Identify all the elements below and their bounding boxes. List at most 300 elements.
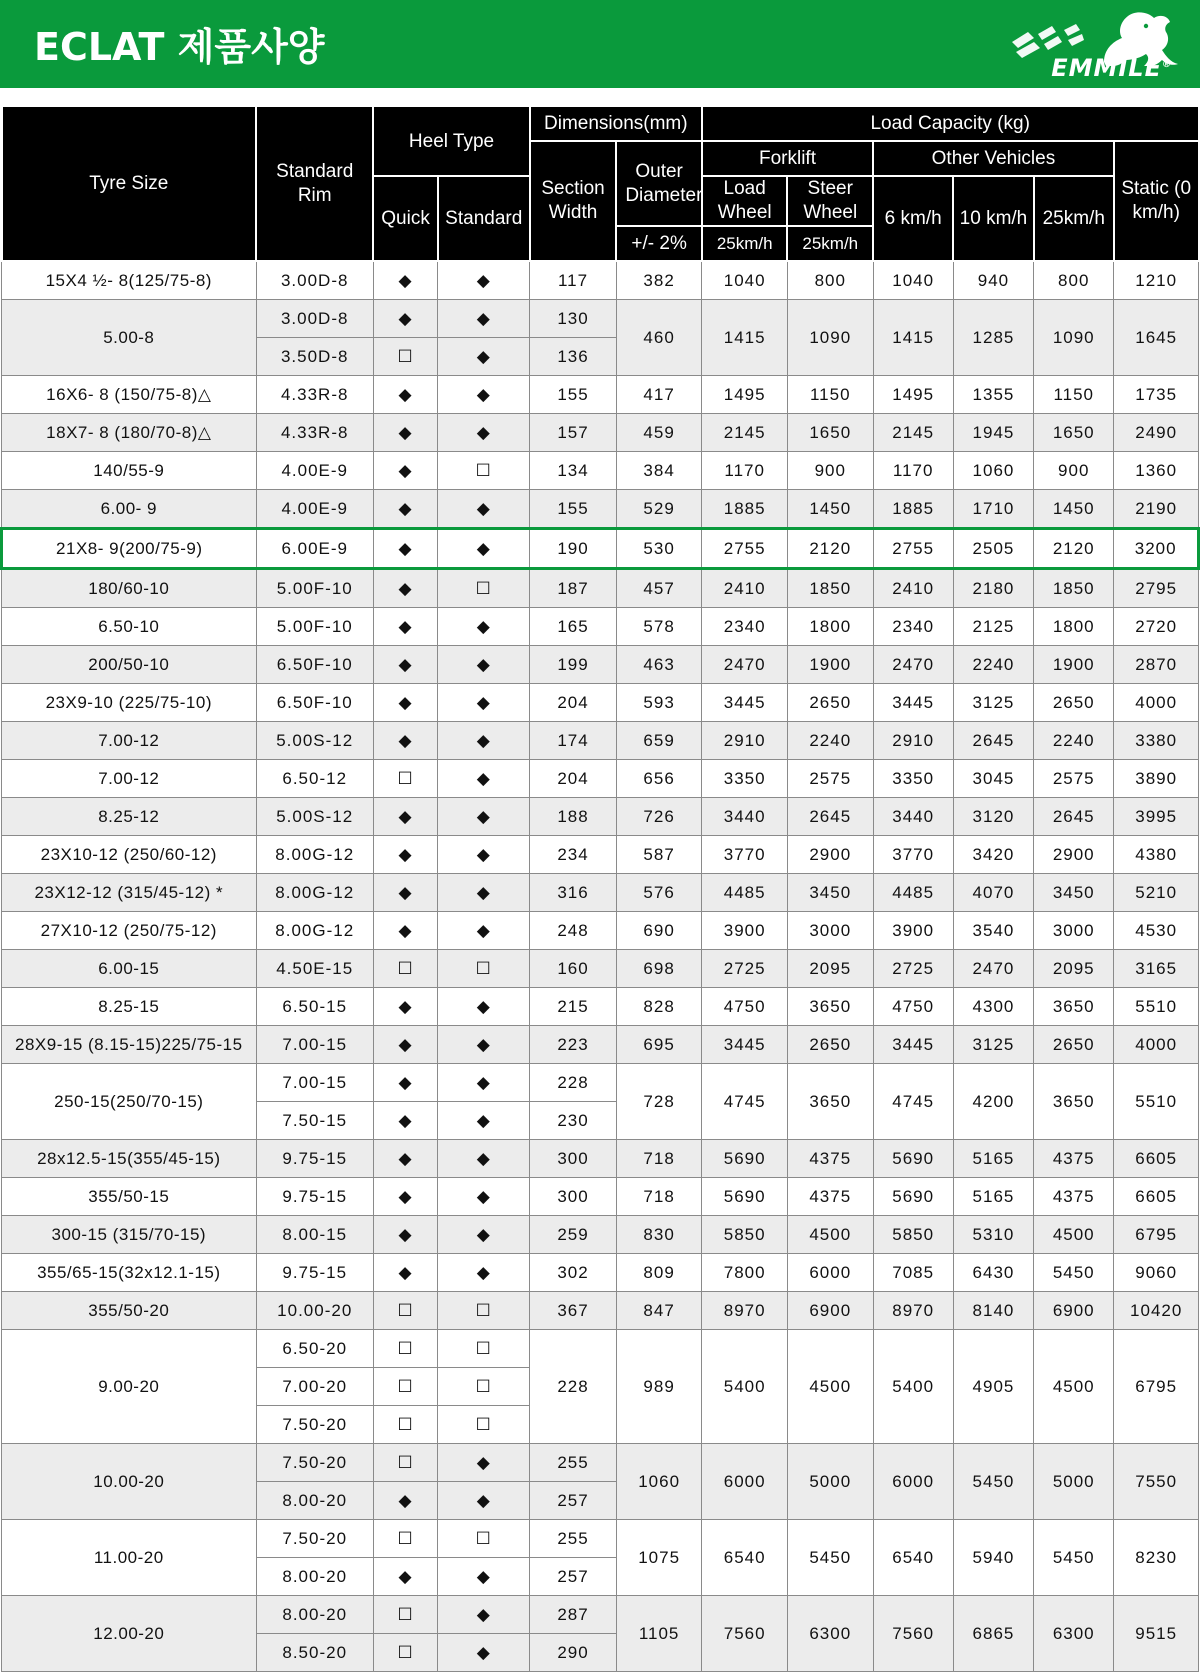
rim-cell: 10.00-20 xyxy=(256,1292,373,1330)
quick-filled-icon: ◆ xyxy=(373,1178,437,1216)
load-wheel-cell: 3440 xyxy=(702,798,788,836)
10kmh-cell: 1945 xyxy=(953,414,1033,452)
table-row xyxy=(2,836,1199,874)
header-standard: Standard xyxy=(438,176,530,261)
standard-filled-icon: ◆ xyxy=(438,1178,530,1216)
section-width-cell: 234 xyxy=(530,836,617,874)
table-row xyxy=(2,300,1199,338)
10kmh-cell: 4905 xyxy=(953,1330,1033,1444)
quick-open-icon: ☐ xyxy=(373,760,437,798)
steer-wheel-cell: 2120 xyxy=(787,529,873,569)
6kmh-cell: 3445 xyxy=(873,684,953,722)
static-cell: 10420 xyxy=(1114,1292,1199,1330)
10kmh-cell: 2505 xyxy=(953,529,1033,569)
table-row xyxy=(2,1330,1199,1368)
6kmh-cell: 5690 xyxy=(873,1140,953,1178)
standard-filled-icon: ◆ xyxy=(438,646,530,684)
outer-diameter-cell: 463 xyxy=(616,646,702,684)
static-cell: 5210 xyxy=(1114,874,1199,912)
10kmh-cell: 1710 xyxy=(953,490,1033,529)
tyre-size-cell: 10.00-20 xyxy=(2,1444,257,1520)
load-wheel-cell: 7560 xyxy=(702,1596,788,1672)
quick-filled-icon: ◆ xyxy=(373,684,437,722)
table-row xyxy=(2,950,1199,988)
static-cell: 2490 xyxy=(1114,414,1199,452)
header-standard-rim: Standard Rim xyxy=(256,106,373,261)
section-width-cell: 302 xyxy=(530,1254,617,1292)
25kmh-cell: 1650 xyxy=(1034,414,1114,452)
outer-diameter-cell: 1075 xyxy=(616,1520,702,1596)
25kmh-cell: 6300 xyxy=(1034,1596,1114,1672)
table-row xyxy=(2,1520,1199,1558)
section-width-cell: 287 xyxy=(530,1596,617,1634)
quick-filled-icon: ◆ xyxy=(373,1064,437,1102)
rim-cell: 7.50-20 xyxy=(256,1406,373,1444)
10kmh-cell: 3125 xyxy=(953,684,1033,722)
25kmh-cell: 1800 xyxy=(1034,608,1114,646)
rim-cell: 7.50-20 xyxy=(256,1444,373,1482)
outer-diameter-cell: 530 xyxy=(616,529,702,569)
static-cell: 6605 xyxy=(1114,1140,1199,1178)
header-steer-wheel: Steer Wheel xyxy=(787,176,873,226)
outer-diameter-cell: 1105 xyxy=(616,1596,702,1672)
section-width-cell: 199 xyxy=(530,646,617,684)
table-row xyxy=(2,1026,1199,1064)
steer-wheel-cell: 2650 xyxy=(787,1026,873,1064)
tyre-size-cell: 27X10-12 (250/75-12) xyxy=(2,912,257,950)
tyre-size-cell: 8.25-12 xyxy=(2,798,257,836)
6kmh-cell: 4485 xyxy=(873,874,953,912)
header-outer-diameter: Outer Diameter xyxy=(616,141,702,226)
header-banner xyxy=(0,0,1200,88)
rim-cell: 8.00G-12 xyxy=(256,836,373,874)
rim-cell: 9.75-15 xyxy=(256,1254,373,1292)
6kmh-cell: 2725 xyxy=(873,950,953,988)
static-cell: 4000 xyxy=(1114,1026,1199,1064)
load-wheel-cell: 1885 xyxy=(702,490,788,529)
load-wheel-cell: 6000 xyxy=(702,1444,788,1520)
quick-filled-icon: ◆ xyxy=(373,608,437,646)
steer-wheel-cell: 2575 xyxy=(787,760,873,798)
25kmh-cell: 2120 xyxy=(1034,529,1114,569)
25kmh-cell: 2650 xyxy=(1034,1026,1114,1064)
standard-filled-icon: ◆ xyxy=(438,836,530,874)
rim-cell: 6.50F-10 xyxy=(256,646,373,684)
load-wheel-cell: 2340 xyxy=(702,608,788,646)
header-dimensions: Dimensions(mm) xyxy=(530,106,702,141)
quick-filled-icon: ◆ xyxy=(373,1216,437,1254)
tyre-size-cell: 355/50-20 xyxy=(2,1292,257,1330)
rim-cell: 6.50F-10 xyxy=(256,684,373,722)
header-tolerance: +/- 2% xyxy=(616,226,702,261)
table-row xyxy=(2,1216,1199,1254)
tyre-size-cell: 7.00-12 xyxy=(2,722,257,760)
section-width-cell: 259 xyxy=(530,1216,617,1254)
standard-filled-icon: ◆ xyxy=(438,376,530,414)
steer-wheel-cell: 900 xyxy=(787,452,873,490)
quick-filled-icon: ◆ xyxy=(373,1102,437,1140)
tyre-size-cell: 18X7- 8 (180/70-8)△ xyxy=(2,414,257,452)
25kmh-cell: 2645 xyxy=(1034,798,1114,836)
static-cell: 7550 xyxy=(1114,1444,1199,1520)
quick-open-icon: ☐ xyxy=(373,950,437,988)
section-width-cell: 248 xyxy=(530,912,617,950)
25kmh-cell: 3650 xyxy=(1034,1064,1114,1140)
quick-filled-icon: ◆ xyxy=(373,722,437,760)
quick-filled-icon: ◆ xyxy=(373,988,437,1026)
standard-open-icon: ☐ xyxy=(438,1292,530,1330)
outer-diameter-cell: 698 xyxy=(616,950,702,988)
section-width-cell: 290 xyxy=(530,1634,617,1672)
section-width-cell: 316 xyxy=(530,874,617,912)
standard-filled-icon: ◆ xyxy=(438,798,530,836)
rim-cell: 8.50-20 xyxy=(256,1634,373,1672)
standard-filled-icon: ◆ xyxy=(438,722,530,760)
outer-diameter-cell: 718 xyxy=(616,1178,702,1216)
10kmh-cell: 2240 xyxy=(953,646,1033,684)
steer-wheel-cell: 1150 xyxy=(787,376,873,414)
10kmh-cell: 5165 xyxy=(953,1140,1033,1178)
standard-filled-icon: ◆ xyxy=(438,760,530,798)
load-wheel-cell: 1415 xyxy=(702,300,788,376)
6kmh-cell: 8970 xyxy=(873,1292,953,1330)
25kmh-cell: 2900 xyxy=(1034,836,1114,874)
25kmh-cell: 2095 xyxy=(1034,950,1114,988)
rim-cell: 7.00-20 xyxy=(256,1368,373,1406)
static-cell: 4530 xyxy=(1114,912,1199,950)
outer-diameter-cell: 847 xyxy=(616,1292,702,1330)
section-width-cell: 155 xyxy=(530,376,617,414)
load-wheel-cell: 4750 xyxy=(702,988,788,1026)
6kmh-cell: 1040 xyxy=(873,261,953,300)
tyre-size-cell: 180/60-10 xyxy=(2,569,257,608)
static-cell: 5510 xyxy=(1114,1064,1199,1140)
static-cell: 3165 xyxy=(1114,950,1199,988)
static-cell: 6605 xyxy=(1114,1178,1199,1216)
load-wheel-cell: 4485 xyxy=(702,874,788,912)
10kmh-cell: 5165 xyxy=(953,1178,1033,1216)
steer-wheel-cell: 6300 xyxy=(787,1596,873,1672)
static-cell: 3200 xyxy=(1114,529,1199,569)
table-row xyxy=(2,798,1199,836)
spec-table-body xyxy=(2,261,1199,1672)
steer-wheel-cell: 3650 xyxy=(787,988,873,1026)
tyre-size-cell: 21X8- 9(200/75-9) xyxy=(2,529,257,569)
section-width-cell: 215 xyxy=(530,988,617,1026)
static-cell: 4000 xyxy=(1114,684,1199,722)
table-row xyxy=(2,1254,1199,1292)
quick-filled-icon: ◆ xyxy=(373,300,437,338)
tyre-size-cell: 23X9-10 (225/75-10) xyxy=(2,684,257,722)
6kmh-cell: 7085 xyxy=(873,1254,953,1292)
6kmh-cell: 1495 xyxy=(873,376,953,414)
header-25kmh: 25km/h xyxy=(1034,176,1114,261)
table-row xyxy=(2,1064,1199,1102)
table-row xyxy=(2,874,1199,912)
rim-cell: 7.00-15 xyxy=(256,1026,373,1064)
table-row xyxy=(2,646,1199,684)
tyre-size-cell: 140/55-9 xyxy=(2,452,257,490)
rim-cell: 9.75-15 xyxy=(256,1178,373,1216)
25kmh-cell: 6900 xyxy=(1034,1292,1114,1330)
static-cell: 4380 xyxy=(1114,836,1199,874)
quick-filled-icon: ◆ xyxy=(373,261,437,300)
section-width-cell: 300 xyxy=(530,1178,617,1216)
standard-filled-icon: ◆ xyxy=(438,529,530,569)
rim-cell: 4.00E-9 xyxy=(256,490,373,529)
rim-cell: 6.00E-9 xyxy=(256,529,373,569)
tyre-size-cell: 6.50-10 xyxy=(2,608,257,646)
table-row xyxy=(2,1292,1199,1330)
10kmh-cell: 4070 xyxy=(953,874,1033,912)
25kmh-cell: 2240 xyxy=(1034,722,1114,760)
table-row xyxy=(2,988,1199,1026)
tyre-size-cell: 9.00-20 xyxy=(2,1330,257,1444)
load-wheel-cell: 3900 xyxy=(702,912,788,950)
6kmh-cell: 3900 xyxy=(873,912,953,950)
tyre-size-cell: 23X10-12 (250/60-12) xyxy=(2,836,257,874)
quick-filled-icon: ◆ xyxy=(373,414,437,452)
section-width-cell: 155 xyxy=(530,490,617,529)
standard-filled-icon: ◆ xyxy=(438,988,530,1026)
tyre-size-cell: 7.00-12 xyxy=(2,760,257,798)
steer-wheel-cell: 6900 xyxy=(787,1292,873,1330)
table-row xyxy=(2,414,1199,452)
tyre-size-cell: 12.00-20 xyxy=(2,1596,257,1672)
static-cell: 5510 xyxy=(1114,988,1199,1026)
6kmh-cell: 4750 xyxy=(873,988,953,1026)
static-cell: 3995 xyxy=(1114,798,1199,836)
10kmh-cell: 5940 xyxy=(953,1520,1033,1596)
6kmh-cell: 2470 xyxy=(873,646,953,684)
load-wheel-cell: 4745 xyxy=(702,1064,788,1140)
10kmh-cell: 3125 xyxy=(953,1026,1033,1064)
25kmh-cell: 4500 xyxy=(1034,1330,1114,1444)
load-wheel-cell: 2410 xyxy=(702,569,788,608)
section-width-cell: 255 xyxy=(530,1520,617,1558)
header-6kmh: 6 km/h xyxy=(873,176,953,261)
25kmh-cell: 4500 xyxy=(1034,1216,1114,1254)
header-other-vehicles: Other Vehicles xyxy=(873,141,1114,176)
quick-filled-icon: ◆ xyxy=(373,452,437,490)
table-row xyxy=(2,529,1199,569)
tyre-size-cell: 28x12.5-15(355/45-15) xyxy=(2,1140,257,1178)
rim-cell: 3.00D-8 xyxy=(256,300,373,338)
outer-diameter-cell: 695 xyxy=(616,1026,702,1064)
25kmh-cell: 2575 xyxy=(1034,760,1114,798)
10kmh-cell: 2470 xyxy=(953,950,1033,988)
standard-filled-icon: ◆ xyxy=(438,414,530,452)
rim-cell: 5.00F-10 xyxy=(256,569,373,608)
25kmh-cell: 1150 xyxy=(1034,376,1114,414)
6kmh-cell: 1170 xyxy=(873,452,953,490)
10kmh-cell: 5450 xyxy=(953,1444,1033,1520)
header-load-wheel: Load Wheel xyxy=(702,176,788,226)
6kmh-cell: 3440 xyxy=(873,798,953,836)
static-cell: 1360 xyxy=(1114,452,1199,490)
6kmh-cell: 3770 xyxy=(873,836,953,874)
standard-filled-icon: ◆ xyxy=(438,1596,530,1634)
header-heel-type: Heel Type xyxy=(373,106,529,176)
outer-diameter-cell: 1060 xyxy=(616,1444,702,1520)
outer-diameter-cell: 382 xyxy=(616,261,702,300)
standard-filled-icon: ◆ xyxy=(438,1216,530,1254)
rim-cell: 5.00S-12 xyxy=(256,798,373,836)
load-wheel-cell: 2145 xyxy=(702,414,788,452)
quick-filled-icon: ◆ xyxy=(373,569,437,608)
section-width-cell: 130 xyxy=(530,300,617,338)
table-row xyxy=(2,490,1199,529)
rim-cell: 7.50-20 xyxy=(256,1520,373,1558)
standard-filled-icon: ◆ xyxy=(438,1444,530,1482)
section-width-cell: 367 xyxy=(530,1292,617,1330)
steer-wheel-cell: 3450 xyxy=(787,874,873,912)
10kmh-cell: 4300 xyxy=(953,988,1033,1026)
tyre-size-cell: 23X12-12 (315/45-12) * xyxy=(2,874,257,912)
standard-filled-icon: ◆ xyxy=(438,608,530,646)
tyre-size-cell: 355/65-15(32x12.1-15) xyxy=(2,1254,257,1292)
section-width-cell: 257 xyxy=(530,1558,617,1596)
outer-diameter-cell: 457 xyxy=(616,569,702,608)
quick-filled-icon: ◆ xyxy=(373,1558,437,1596)
quick-open-icon: ☐ xyxy=(373,1330,437,1368)
table-row xyxy=(2,608,1199,646)
steer-wheel-cell: 800 xyxy=(787,261,873,300)
tyre-size-cell: 300-15 (315/70-15) xyxy=(2,1216,257,1254)
static-cell: 1645 xyxy=(1114,300,1199,376)
25kmh-cell: 5000 xyxy=(1034,1444,1114,1520)
standard-open-icon: ☐ xyxy=(438,1368,530,1406)
section-width-cell: 136 xyxy=(530,338,617,376)
load-wheel-cell: 2910 xyxy=(702,722,788,760)
section-width-cell: 204 xyxy=(530,760,617,798)
steer-wheel-cell: 6000 xyxy=(787,1254,873,1292)
quick-filled-icon: ◆ xyxy=(373,1026,437,1064)
25kmh-cell: 1450 xyxy=(1034,490,1114,529)
standard-filled-icon: ◆ xyxy=(438,338,530,376)
static-cell: 9060 xyxy=(1114,1254,1199,1292)
static-cell: 6795 xyxy=(1114,1330,1199,1444)
section-width-cell: 188 xyxy=(530,798,617,836)
static-cell: 6795 xyxy=(1114,1216,1199,1254)
rim-cell: 8.00-15 xyxy=(256,1216,373,1254)
quick-filled-icon: ◆ xyxy=(373,529,437,569)
outer-diameter-cell: 830 xyxy=(616,1216,702,1254)
load-wheel-cell: 7800 xyxy=(702,1254,788,1292)
rim-cell: 9.75-15 xyxy=(256,1140,373,1178)
outer-diameter-cell: 728 xyxy=(616,1064,702,1140)
10kmh-cell: 3420 xyxy=(953,836,1033,874)
load-wheel-cell: 2725 xyxy=(702,950,788,988)
rim-cell: 5.00S-12 xyxy=(256,722,373,760)
steer-wheel-cell: 2095 xyxy=(787,950,873,988)
rim-cell: 4.33R-8 xyxy=(256,376,373,414)
quick-open-icon: ☐ xyxy=(373,338,437,376)
load-wheel-cell: 3350 xyxy=(702,760,788,798)
10kmh-cell: 1355 xyxy=(953,376,1033,414)
outer-diameter-cell: 459 xyxy=(616,414,702,452)
6kmh-cell: 6540 xyxy=(873,1520,953,1596)
6kmh-cell: 1415 xyxy=(873,300,953,376)
standard-open-icon: ☐ xyxy=(438,950,530,988)
steer-wheel-cell: 2645 xyxy=(787,798,873,836)
25kmh-cell: 1090 xyxy=(1034,300,1114,376)
table-row xyxy=(2,684,1199,722)
25kmh-cell: 1900 xyxy=(1034,646,1114,684)
rim-cell: 7.00-15 xyxy=(256,1064,373,1102)
quick-filled-icon: ◆ xyxy=(373,1482,437,1520)
table-row xyxy=(2,1444,1199,1482)
25kmh-cell: 800 xyxy=(1034,261,1114,300)
section-width-cell: 117 xyxy=(530,261,617,300)
steer-wheel-cell: 2240 xyxy=(787,722,873,760)
10kmh-cell: 6430 xyxy=(953,1254,1033,1292)
static-cell: 3380 xyxy=(1114,722,1199,760)
quick-filled-icon: ◆ xyxy=(373,376,437,414)
standard-filled-icon: ◆ xyxy=(438,261,530,300)
load-wheel-cell: 5400 xyxy=(702,1330,788,1444)
standard-filled-icon: ◆ xyxy=(438,300,530,338)
section-width-cell: 165 xyxy=(530,608,617,646)
quick-open-icon: ☐ xyxy=(373,1368,437,1406)
load-wheel-cell: 3770 xyxy=(702,836,788,874)
outer-diameter-cell: 529 xyxy=(616,490,702,529)
table-row xyxy=(2,452,1199,490)
steer-wheel-cell: 4375 xyxy=(787,1178,873,1216)
header-section-width: Section Width xyxy=(530,141,617,261)
6kmh-cell: 5400 xyxy=(873,1330,953,1444)
static-cell: 3890 xyxy=(1114,760,1199,798)
rim-cell: 6.50-15 xyxy=(256,988,373,1026)
quick-filled-icon: ◆ xyxy=(373,490,437,529)
standard-filled-icon: ◆ xyxy=(438,1254,530,1292)
load-wheel-cell: 3445 xyxy=(702,1026,788,1064)
steer-wheel-cell: 1090 xyxy=(787,300,873,376)
steer-wheel-cell: 1900 xyxy=(787,646,873,684)
standard-filled-icon: ◆ xyxy=(438,684,530,722)
tyre-size-cell: 16X6- 8 (150/75-8)△ xyxy=(2,376,257,414)
outer-diameter-cell: 809 xyxy=(616,1254,702,1292)
steer-wheel-cell: 4375 xyxy=(787,1140,873,1178)
10kmh-cell: 1060 xyxy=(953,452,1033,490)
25kmh-cell: 3450 xyxy=(1034,874,1114,912)
25kmh-cell: 900 xyxy=(1034,452,1114,490)
section-width-cell: 255 xyxy=(530,1444,617,1482)
outer-diameter-cell: 718 xyxy=(616,1140,702,1178)
steer-wheel-cell: 1450 xyxy=(787,490,873,529)
quick-open-icon: ☐ xyxy=(373,1444,437,1482)
quick-filled-icon: ◆ xyxy=(373,798,437,836)
6kmh-cell: 2340 xyxy=(873,608,953,646)
outer-diameter-cell: 656 xyxy=(616,760,702,798)
static-cell: 1210 xyxy=(1114,261,1199,300)
outer-diameter-cell: 587 xyxy=(616,836,702,874)
load-wheel-cell: 1170 xyxy=(702,452,788,490)
standard-filled-icon: ◆ xyxy=(438,1026,530,1064)
6kmh-cell: 2145 xyxy=(873,414,953,452)
tyre-size-cell: 15X4 ½- 8(125/75-8) xyxy=(2,261,257,300)
6kmh-cell: 5690 xyxy=(873,1178,953,1216)
section-width-cell: 228 xyxy=(530,1064,617,1102)
table-row xyxy=(2,912,1199,950)
steer-wheel-cell: 3650 xyxy=(787,1064,873,1140)
tyre-size-cell: 11.00-20 xyxy=(2,1520,257,1596)
outer-diameter-cell: 460 xyxy=(616,300,702,376)
rim-cell: 4.50E-15 xyxy=(256,950,373,988)
outer-diameter-cell: 828 xyxy=(616,988,702,1026)
outer-diameter-cell: 989 xyxy=(616,1330,702,1444)
quick-filled-icon: ◆ xyxy=(373,646,437,684)
